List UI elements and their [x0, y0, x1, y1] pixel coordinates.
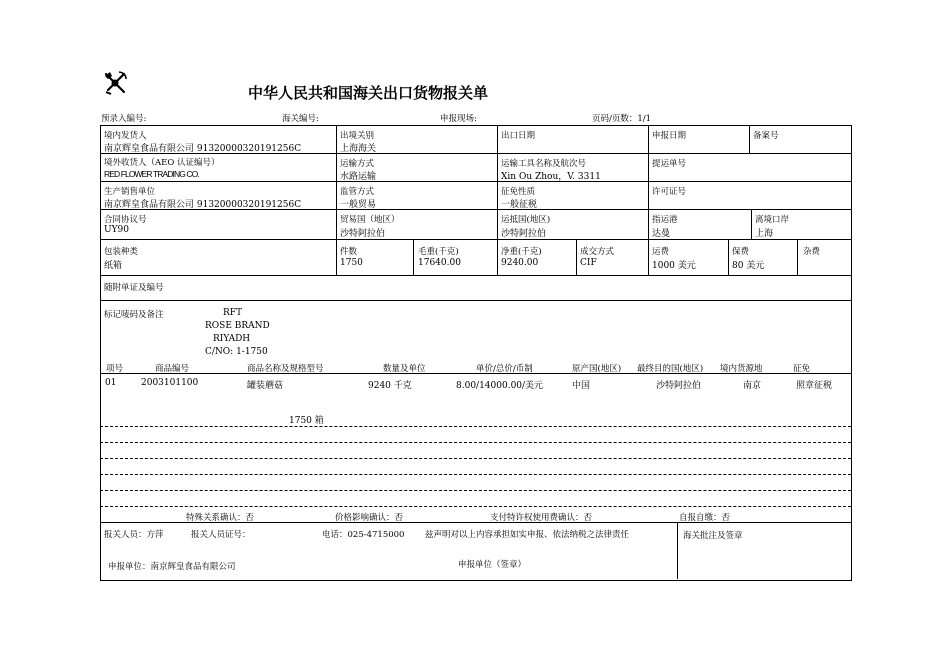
goods-levy: 照章征税 [796, 381, 833, 391]
contract-label: 合同协议号 [104, 215, 147, 225]
col-divider [648, 125, 649, 239]
declare-date-label: 申报日期 [652, 131, 687, 141]
goods-col-name: 商品名称及规格型号 [247, 364, 324, 374]
goods-code: 2003101100 [141, 378, 199, 388]
port-value: 达曼 [652, 229, 671, 239]
row-divider [100, 275, 852, 276]
col-divider [336, 125, 337, 239]
contract-value: UY90 [104, 225, 129, 235]
exit-port-label: 离境口岸 [755, 215, 790, 225]
exemption-value: 一般征税 [501, 200, 538, 210]
goods-separator [100, 426, 851, 427]
declarant: 报关人员：方萍 [104, 530, 164, 540]
marks-line: RFT [223, 308, 243, 318]
col-divider [749, 125, 750, 153]
exit-port-value: 上海 [755, 229, 774, 239]
special-relation-confirm: 特殊关系确认：否 [186, 513, 255, 523]
col-divider [728, 239, 729, 275]
goods-sub-qty: 1750 箱 [289, 416, 324, 426]
col-divider [751, 209, 752, 239]
phone: 电话：025-4715000 [322, 530, 405, 540]
vessel-label: 运输工具名称及航次号 [501, 159, 587, 169]
exemption-label: 征免性质 [501, 187, 536, 197]
port-label: 指运港 [652, 215, 678, 225]
goods-col-final-dest: 最终目的国(地区) [637, 364, 704, 374]
shipper-label: 境内发货人 [104, 131, 147, 141]
supervision-label: 监管方式 [340, 187, 375, 197]
goods-col-source: 境内货源地 [720, 364, 763, 374]
insurance-value: 80 美元 [732, 261, 765, 271]
export-date-label: 出口日期 [501, 131, 536, 141]
freight-value: 1000 美元 [652, 261, 696, 271]
trade-country-label: 贸易国（地区） [340, 215, 400, 225]
row-divider [100, 181, 852, 182]
goods-separator [100, 474, 851, 475]
goods-price: 8.00/14000.00/美元 [456, 381, 544, 391]
col-divider [677, 522, 678, 579]
goods-col-price: 单价/总价/币制 [476, 364, 533, 374]
goods-source: 南京 [743, 381, 762, 391]
royalty-confirm: 支付特许权使用费确认：否 [490, 513, 593, 523]
col-divider [413, 239, 414, 275]
pieces-label: 件数 [340, 247, 358, 257]
producer-value: 南京辉皇食品有限公司 91320000320191256C [104, 200, 302, 210]
goods-col-code: 商品编号 [155, 364, 190, 374]
goods-col-qty: 数量及单位 [383, 364, 426, 374]
col-divider [336, 239, 337, 275]
goods-col-origin: 原产国(地区) [572, 364, 622, 374]
col-divider [648, 239, 649, 275]
supervision-value: 一般贸易 [340, 200, 377, 210]
net-weight-label: 净重(千克) [501, 247, 542, 257]
exit-customs-label: 出境关别 [340, 131, 375, 141]
goods-separator [100, 506, 851, 507]
dest-country-label: 运抵国(地区) [501, 215, 551, 225]
goods-name: 罐装蘑菇 [247, 381, 284, 391]
freight-label: 运费 [652, 247, 670, 257]
row-divider [100, 300, 852, 301]
goods-qty: 9240 千克 [368, 381, 412, 391]
declare-sign: 申报单位（签章） [458, 560, 527, 570]
record-no-label: 备案号 [753, 131, 779, 141]
dest-country-value: 沙特阿拉伯 [501, 229, 547, 239]
terms-value: CIF [580, 258, 597, 268]
price-impact-confirm: 价格影响确认：否 [335, 513, 404, 523]
goods-origin: 中国 [572, 381, 591, 391]
customs-emblem-icon [102, 70, 128, 96]
customs-no: 海关编号: [282, 114, 319, 124]
producer-label: 生产销售单位 [104, 187, 156, 197]
misc-label: 杂费 [803, 247, 821, 257]
terms-label: 成交方式 [580, 247, 615, 257]
marks-line: ROSE BRAND [205, 321, 270, 331]
package-value: 纸箱 [104, 261, 123, 271]
goods-separator [100, 442, 851, 443]
gross-weight-value: 17640.00 [418, 258, 461, 268]
customs-approval: 海关批注及签章 [683, 531, 743, 541]
declarant-cert: 报关人员证号： [191, 530, 251, 540]
legal-statement: 兹声明对以上内容承担如实申报、依法纳税之法律责任 [425, 530, 630, 540]
self-pay-confirm: 自报自缴：否 [679, 513, 731, 523]
transport-mode-value: 水路运输 [340, 172, 377, 182]
bl-label: 提运单号 [652, 159, 687, 169]
page-number: 页码/页数：1/1 [592, 114, 652, 124]
shipper-value: 南京辉皇食品有限公司 91320000320191256C [104, 144, 302, 154]
declare-unit: 申报单位：南京辉皇食品有限公司 [108, 562, 236, 572]
trade-country-value: 沙特阿拉伯 [340, 229, 386, 239]
col-divider [497, 125, 498, 239]
page-title: 中华人民共和国海关出口货物报关单 [248, 84, 489, 102]
col-divider [497, 239, 498, 275]
insurance-label: 保费 [732, 247, 750, 257]
license-label: 许可证号 [652, 187, 687, 197]
pieces-value: 1750 [340, 258, 363, 268]
goods-separator [100, 458, 851, 459]
goods-col-levy: 征免 [793, 364, 811, 374]
marks-line: RIYADH [213, 334, 251, 344]
prerecord-no: 预录入编号: [101, 114, 147, 124]
col-divider [797, 239, 798, 275]
goods-final-dest: 沙特阿拉伯 [656, 381, 702, 391]
package-label: 包装种类 [104, 247, 139, 257]
net-weight-value: 9240.00 [501, 258, 539, 268]
consignee-value: RED FLOWER TRADING CO. [104, 169, 199, 179]
goods-item-no: 01 [105, 378, 117, 388]
col-divider [576, 239, 577, 275]
marks-label: 标记唛码及备注 [104, 310, 164, 320]
docs-label: 随附单证及编号 [104, 283, 164, 293]
declare-site: 申报现场: [440, 114, 477, 124]
consignee-label: 境外收货人（AEO 认证编号） [104, 158, 220, 168]
vessel-value: Xin Ou Zhou，V. 3311 [501, 172, 601, 182]
goods-col-item-no: 项号 [106, 364, 124, 374]
gross-weight-label: 毛重(千克) [418, 247, 459, 257]
marks-line: C/NO: 1-1750 [205, 347, 268, 357]
exit-customs-value: 上海海关 [340, 144, 377, 154]
transport-mode-label: 运输方式 [340, 159, 375, 169]
row-divider [100, 239, 852, 240]
goods-separator [100, 490, 851, 491]
